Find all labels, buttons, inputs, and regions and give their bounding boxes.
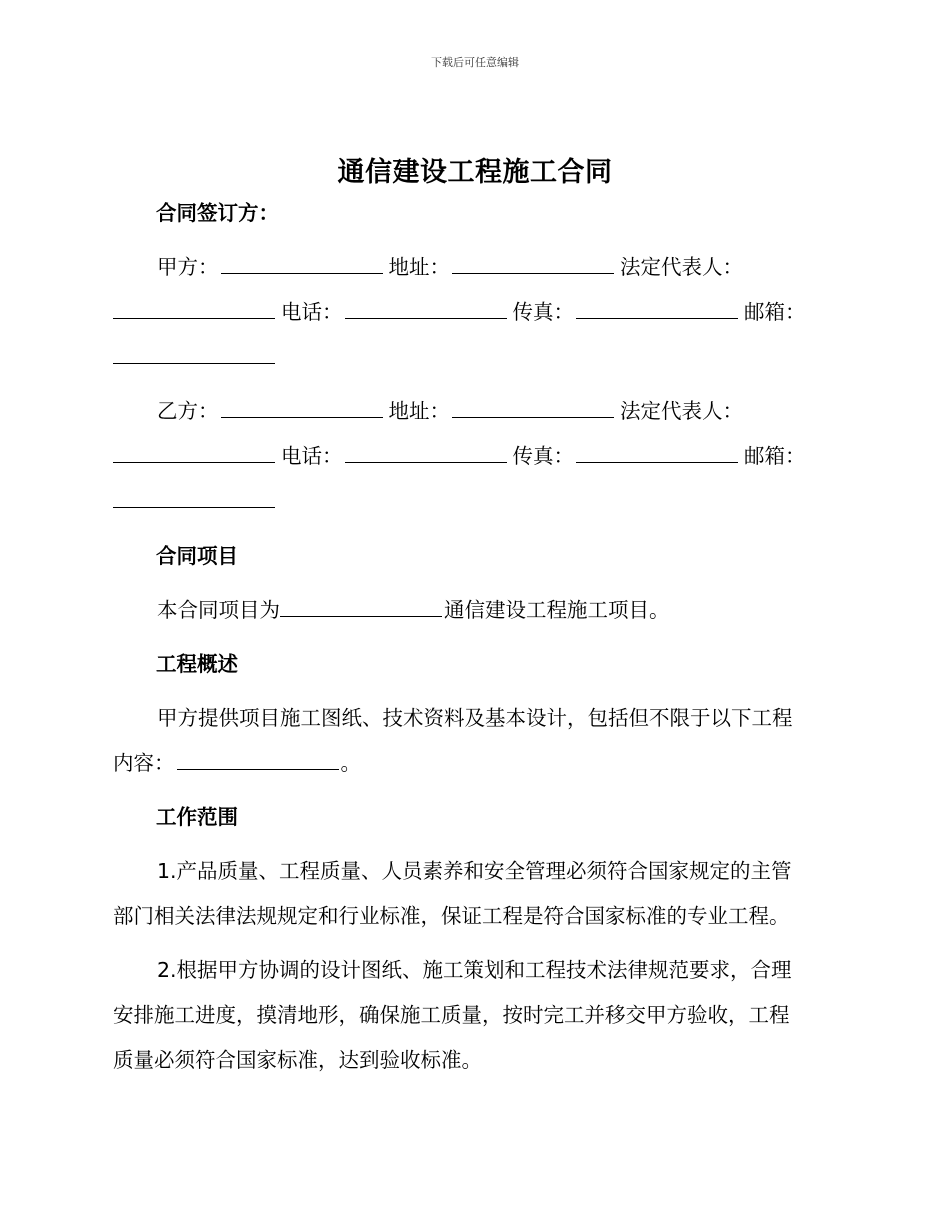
party-a-address-blank (452, 255, 614, 274)
overview-heading: 工程概述 (156, 652, 238, 676)
party-a-phone-blank (345, 300, 507, 319)
party-a-address-label: 地址： (388, 255, 450, 279)
party-a-legal-rep-blank (113, 300, 275, 319)
party-b-legal-rep-label: 法定代表人： (620, 399, 743, 423)
party-a-email-label: 邮箱： (744, 300, 806, 324)
scope-item-2-line-2: 安排施工进度，摸清地形，确保施工质量，按时完工并移交甲方验收，工程 (113, 1003, 790, 1027)
header-note: 下载后可任意编辑 (431, 56, 519, 69)
party-b-line-2 (113, 443, 806, 469)
party-b-address-label: 地址： (388, 399, 450, 423)
overview-content-blank (177, 751, 339, 770)
overview-line-2 (113, 750, 361, 776)
party-a-name-blank (221, 255, 383, 274)
project-text-after: 通信建设工程施工项目。 (444, 598, 670, 622)
party-a-fax-blank (576, 300, 738, 319)
party-a-line-2 (113, 299, 806, 325)
overview-content-label: 内容： (113, 751, 175, 775)
project-text-before: 本合同项目为 (157, 598, 280, 622)
party-b-fax-blank (576, 444, 738, 463)
party-a-label: 甲方： (157, 255, 219, 279)
party-b-address-blank (452, 399, 614, 418)
party-a-line-1 (157, 254, 743, 280)
signatories-heading: 合同签订方： (156, 201, 279, 225)
overview-content-end: 。 (340, 751, 361, 775)
party-a-email-blank (113, 345, 275, 364)
project-line (157, 597, 670, 623)
scope-item-2-line-3: 质量必须符合国家标准，达到验收标准。 (113, 1048, 482, 1072)
party-a-fax-label: 传真： (512, 300, 574, 324)
scope-item-1-line-2: 部门相关法律法规规定和行业标准，保证工程是符合国家标准的专业工程。 (113, 904, 790, 928)
party-b-line-1 (157, 398, 743, 424)
party-b-label: 乙方： (157, 399, 219, 423)
scope-item-2-line-1: 2.根据甲方协调的设计图纸、施工策划和工程技术法律规范要求，合理 (157, 958, 792, 982)
party-a-line-3 (113, 344, 281, 370)
party-b-line-3 (113, 488, 281, 514)
party-b-phone-label: 电话： (281, 444, 343, 468)
scope-heading: 工作范围 (156, 805, 238, 829)
party-b-fax-label: 传真： (512, 444, 574, 468)
party-b-phone-blank (345, 444, 507, 463)
project-name-blank (280, 598, 442, 617)
party-b-email-blank (113, 489, 275, 508)
party-a-phone-label: 电话： (281, 300, 343, 324)
party-a-legal-rep-label: 法定代表人： (620, 255, 743, 279)
project-heading: 合同项目 (156, 544, 238, 568)
party-b-name-blank (221, 399, 383, 418)
party-b-legal-rep-blank (113, 444, 275, 463)
document-title: 通信建设工程施工合同 (337, 157, 613, 188)
overview-line-1: 甲方提供项目施工图纸、技术资料及基本设计，包括但不限于以下工程 (157, 706, 793, 730)
party-b-email-label: 邮箱： (744, 444, 806, 468)
scope-item-1-line-1: 1.产品质量、工程质量、人员素养和安全管理必须符合国家规定的主管 (157, 859, 792, 883)
